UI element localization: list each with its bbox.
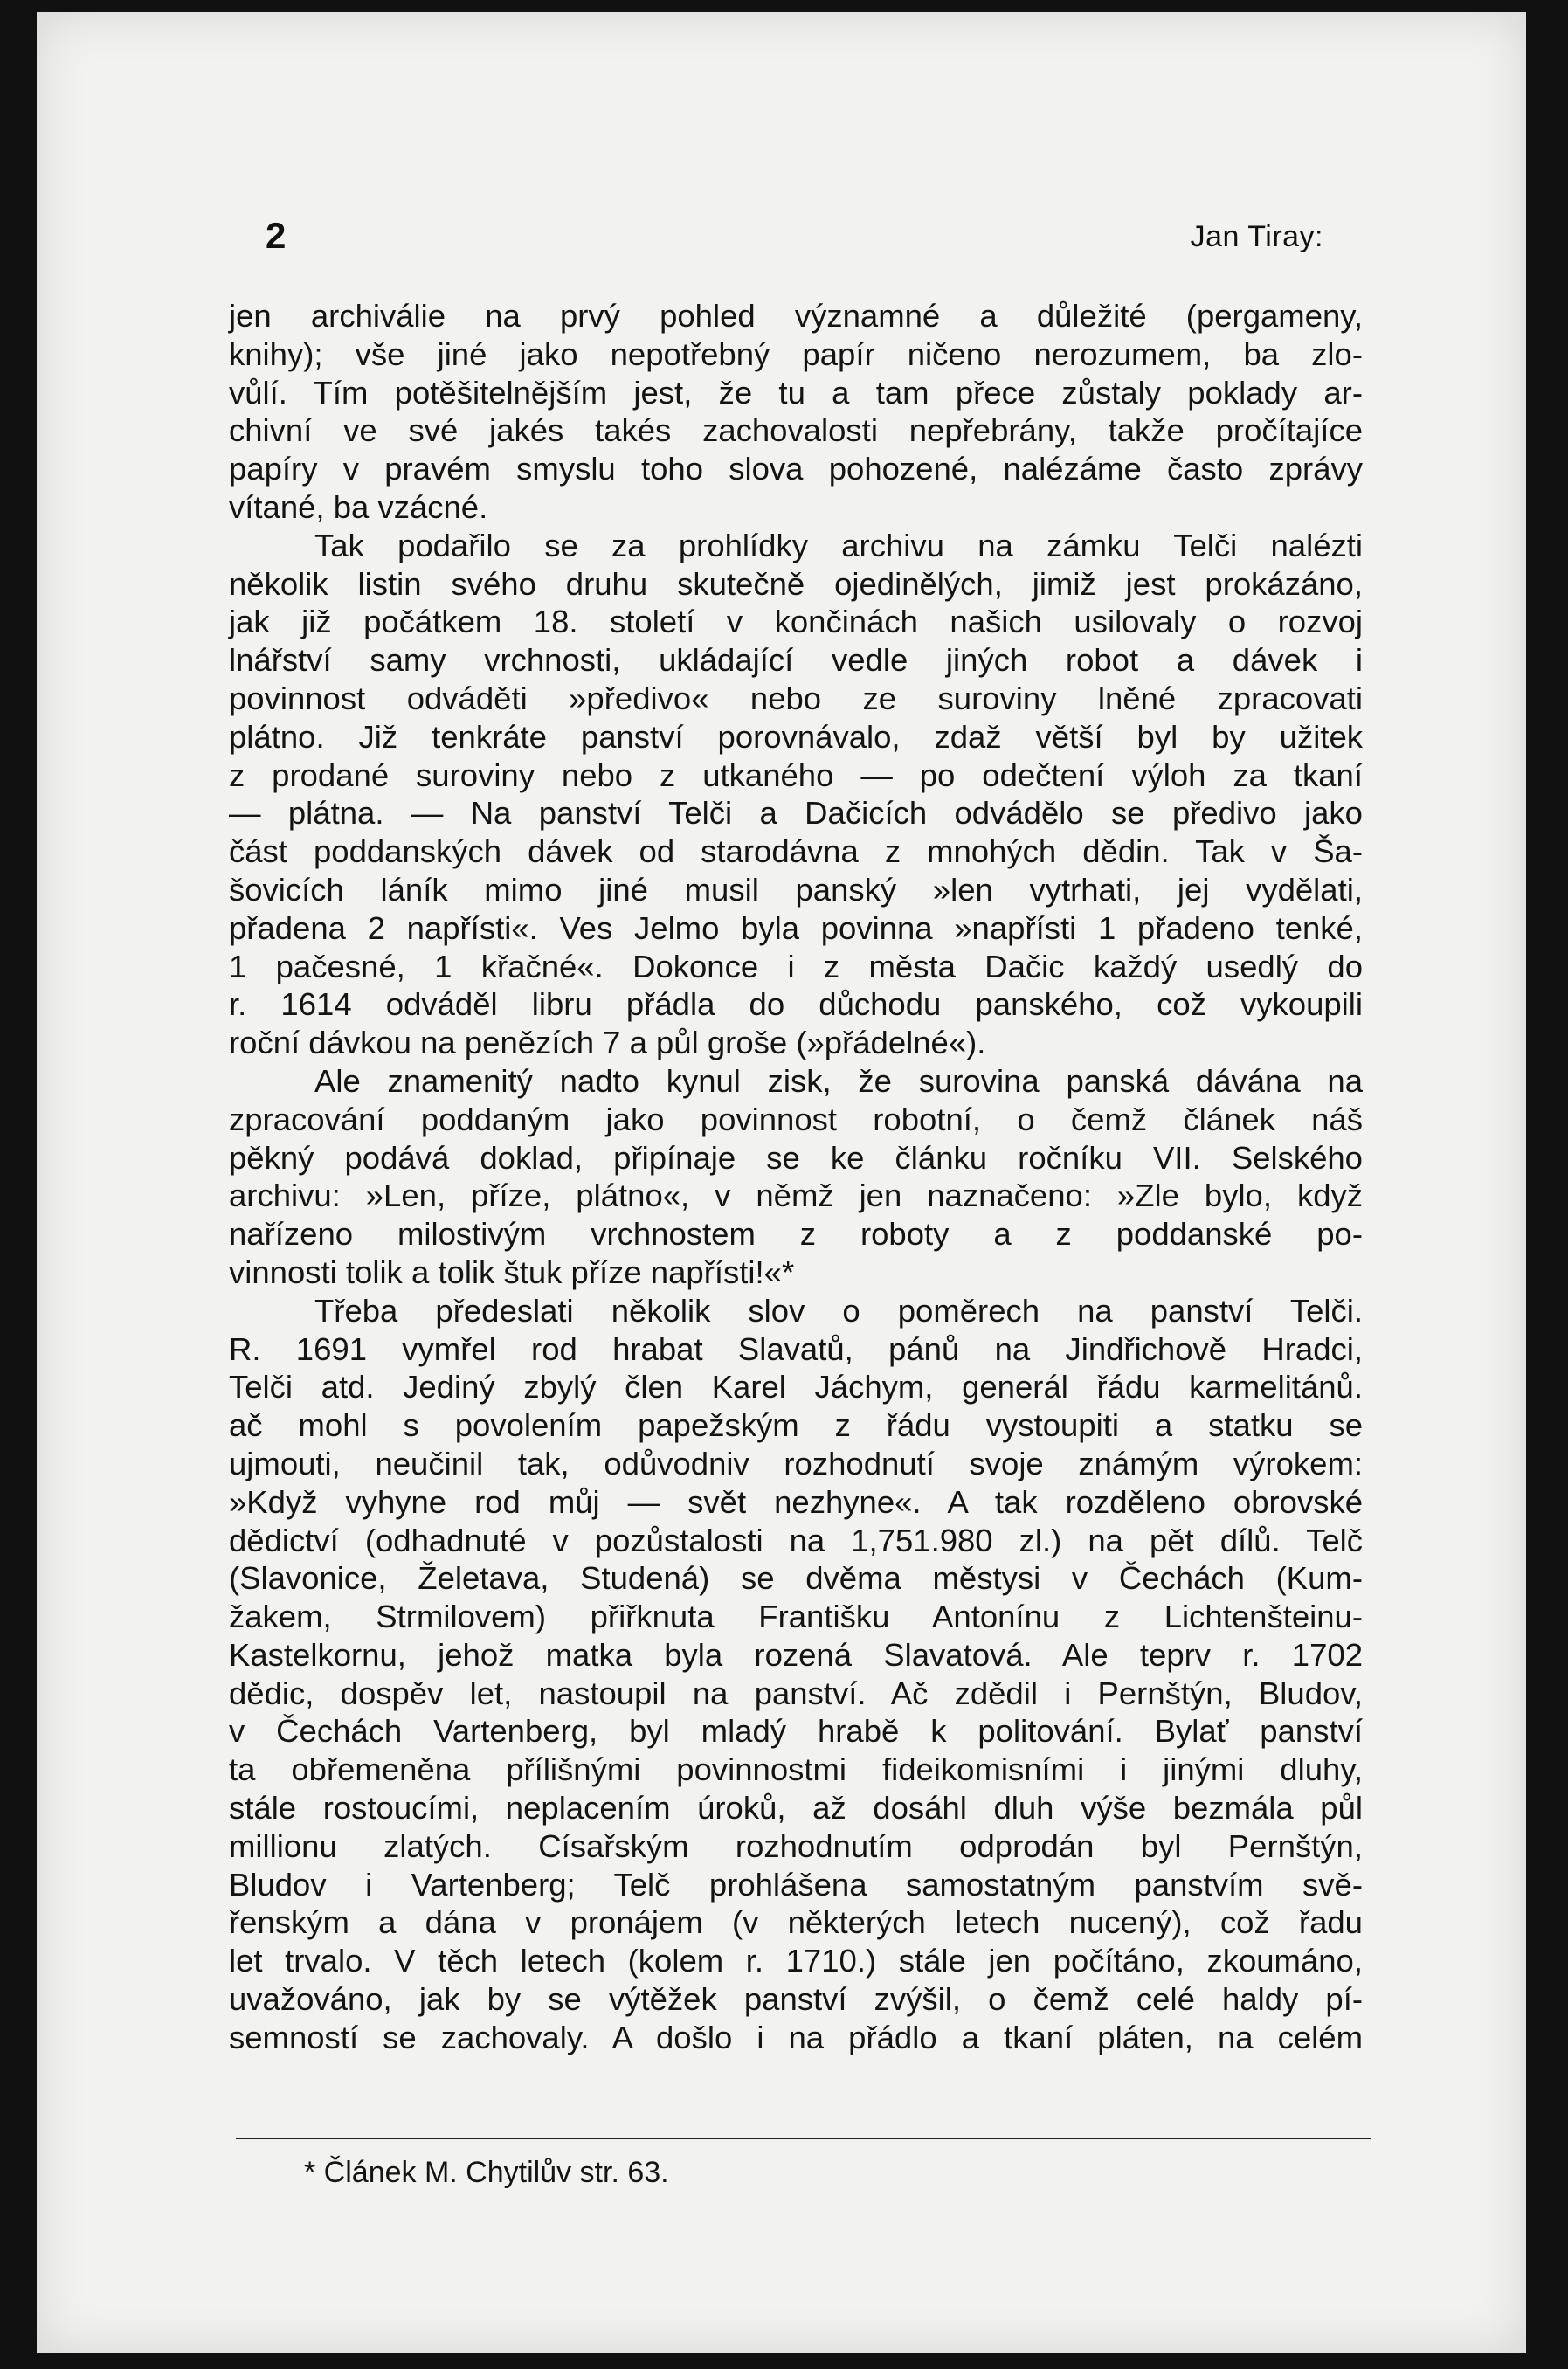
text-line: 1 pačesné, 1 křačné«. Dokonce i z města Dačic každý usedlý do [229,948,1363,984]
text-line: chivní ve své jakés takés zachovalosti nepřebrány, takže pročítajíce [229,412,1363,449]
text-line: ujmouti, neučinil tak, odůvodniv rozhodnutí svoje známým výrokem: [229,1445,1363,1481]
text-line: Tak podařilo se za prohlídky archivu na zámku Telči nalézti [314,527,1363,563]
text-line: lnářství samy vrchnosti, ukládající vedle jiných robot a dávek i [229,642,1363,679]
text-line: — plátna. — Na panství Telči a Dačicích odvádělo se předivo jako [229,795,1363,832]
text-line: vůlí. Tím potěšitelnějším jest, že tu a tam přece zůstaly poklady ar- [229,374,1363,411]
text-line: šovicích láník mimo jiné musil panský »len vytrhati, jej vydělati, [229,871,1363,908]
text-line: pěkný podává doklad, připínaje se ke článku ročníku VII. Selského [229,1139,1363,1176]
paragraph-2 [229,527,1363,1062]
running-head: Jan Tiray: [1190,220,1323,253]
text-line: uvažováno, jak by se výtěžek panství zvýšil, o čemž celé haldy pí- [229,1981,1363,2018]
text-line: vinnosti tolik a tolik štuk příze napřísti!«* [229,1254,795,1290]
text-line: r. 1614 odváděl libru přádla do důchodu panského, což vykoupili [229,986,1363,1023]
paragraph-1 [229,297,1363,527]
text-line: dědic, dospěv let, nastoupil na panství. Ač zdědil i Pernštýn, Bludov, [229,1675,1363,1711]
text-line: ta obřemeněna přílišnými povinnostmi fideikomisními i jinými dluhy, [229,1751,1363,1788]
text-line: stále rostoucími, neplacením úroků, až dosáhl dluh výše bezmála půl [229,1790,1363,1827]
text-line: papíry v pravém smyslu toho slova pohozené, nalézáme často zprávy [229,451,1363,487]
text-line: let trvalo. V těch letech (kolem r. 1710.) stále jen počítáno, zkoumáno, [229,1943,1363,1979]
footnote-divider [236,2138,1371,2139]
text-line: millionu zlatých. Císařským rozhodnutím odprodán byl Pernštýn, [229,1827,1363,1864]
text-line: jen archiválie na prvý pohled významné a důležité (pergameny, [229,298,1363,334]
text-line: archivu: »Len, příze, plátno«, v němž jen naznačeno: »Zle bylo, když [229,1178,1363,1214]
text-line: řenským a dána v pronájem (v některých letech nucený), což řadu [229,1904,1363,1941]
text-line: z prodané suroviny nebo z utkaného — po odečtení výloh za tkaní [229,756,1363,793]
text-line: Kastelkornu, jehož matka byla rozená Slavatová. Ale teprv r. 1702 [229,1636,1363,1673]
text-line: v Čechách Vartenberg, byl mladý hrabě k politování. Bylať panství [229,1713,1363,1750]
text-line: povinnost odváděti »předivo« nebo ze suroviny lněné zpracovati [229,680,1363,716]
text-line: žakem, Strmilovem) přiřknuta Františku Antonínu z Lichtenšteinu- [229,1599,1363,1635]
text-line: Třeba předeslati několik slov o poměrech na panství Telči. [314,1292,1363,1329]
text-line: semností se zachovaly. A došlo i na přádlo a tkaní pláten, na celém [229,2019,1363,2055]
text-line: Telči atd. Jediný zbylý člen Karel Jáchym, generál řádu karmelitánů. [229,1369,1363,1406]
text-line: »Když vyhyne rod můj — svět nezhyne«. A tak rozděleno obrovské [229,1483,1363,1520]
body-text [229,297,1363,2057]
text-line: několik listin svého druhu skutečně ojedinělých, jimiž jest prokázáno, [229,565,1363,602]
footnote: * Článek M. Chytilův str. 63. [304,2156,669,2189]
text-line: ač mohl s povolením papežským z řádu vystoupiti a statku se [229,1407,1363,1444]
text-line: Bludov i Vartenberg; Telč prohlášena samostatným panstvím svě- [229,1866,1363,1903]
text-line: roční dávkou na penězích 7 a půl groše (»přádelné«). [229,1025,986,1061]
text-line: nařízeno milostivým vrchnostem z roboty a z poddanské po- [229,1216,1363,1253]
text-line: vítané, ba vzácné. [229,488,488,525]
text-line: jak již počátkem 18. století v končinách našich usilovaly o rozvoj [229,604,1363,640]
paragraph-3 [229,1062,1363,1292]
text-line: (Slavonice, Želetava, Studená) se dvěma městysi v Čechách (Kum- [229,1560,1363,1597]
text-line: dědictví (odhadnuté v pozůstalosti na 1,751.980 zl.) na pět dílů. Telč [229,1522,1363,1558]
text-line: zpracování poddaným jako povinnost robotní, o čemž článek náš [229,1101,1363,1137]
text-line: Ale znamenitý nadto kynul zisk, že surovina panská dávána na [314,1062,1363,1099]
text-line: plátno. Již tenkráte panství porovnávalo, zdaž větší byl by užitek [229,718,1363,755]
text-line: knihy); vše jiné jako nepotřebný papír ničeno nerozumem, ba zlo- [229,335,1363,372]
text-line: část poddanských dávek od starodávna z mnohých dědin. Tak v Ša- [229,833,1363,870]
page-number: 2 [266,215,287,256]
text-line: přadena 2 napřísti«. Ves Jelmo byla povinna »napřísti 1 přadeno tenké, [229,909,1363,946]
text-line: R. 1691 vymřel rod hrabat Slavatů, pánů na Jindřichově Hradci, [229,1330,1363,1367]
paragraph-4 [229,1292,1363,2057]
